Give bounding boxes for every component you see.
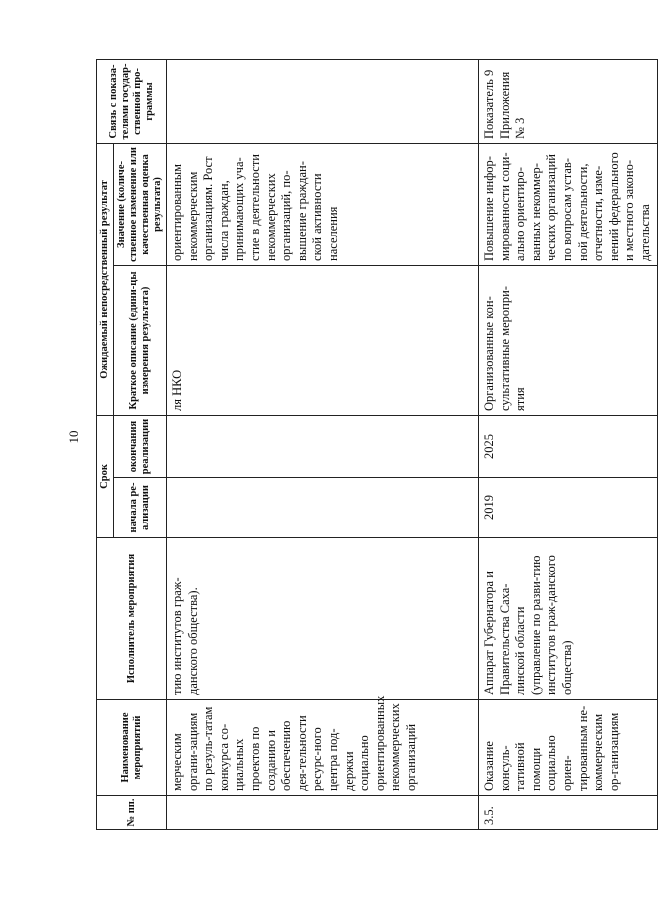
cell-result-value: ориентированным некоммерческим организациям. Рост числа граждан, принимающих уча-стие в деятельности некоммерческих организаций, по-вышение граждан-ской активности населения xyxy=(167,143,479,265)
header-executor: Исполнитель мероприятия xyxy=(97,538,167,700)
header-term-end: окончания реализации xyxy=(114,415,167,477)
header-term: Срок xyxy=(97,415,114,537)
header-row-1 xyxy=(97,59,114,829)
cell-result-short: ля НКО xyxy=(167,265,479,415)
cell-name: Оказание консуль-тативной помощи социально ориен-тированным не-коммерческим ор-ганизациям xyxy=(479,700,658,796)
cell-end xyxy=(167,415,479,477)
header-term-start: начала ре-ализации xyxy=(114,478,167,538)
cell-executor: тию институтов граж-данского общества). xyxy=(167,538,479,700)
cell-num xyxy=(167,796,479,830)
header-link: Связь с показа-телями государ-ственной про-граммы xyxy=(97,59,167,143)
header-result-value: Значение (количе-ственное изменение или качественная оценка результата) xyxy=(114,143,167,265)
cell-start: 2019 xyxy=(479,478,658,538)
header-num: № пп. xyxy=(97,796,167,830)
cell-start xyxy=(167,478,479,538)
header-result: Ожидаемый непосредственный результат xyxy=(97,143,114,415)
page-number: 10 xyxy=(66,430,81,444)
table-row xyxy=(167,59,479,829)
cell-result-short: Организованные кон-сультативные меропри-ятия xyxy=(479,265,658,415)
header-result-short: Краткое описание (едини-цы измерения результата) xyxy=(114,265,167,415)
table-row xyxy=(479,59,658,829)
cell-link xyxy=(167,59,479,143)
measures-table xyxy=(96,60,652,830)
header-name: Наименование мероприятий xyxy=(97,700,167,796)
cell-end: 2025 xyxy=(479,415,658,477)
cell-num: 3.5. xyxy=(479,796,658,830)
cell-link: Показатель 9 Приложения № 3 xyxy=(479,59,658,143)
cell-executor: Аппарат Губернатора и Правительства Саха-линской области (управление по разви-тию институтов граж-данского общества) xyxy=(479,538,658,700)
cell-name: мерческим органи-зациям по резуль-татам конкурса со-циальных проектов по созданию и обеспечению дея-тельности ресурс-ного центра под-держки социально ориентированных некоммерческих организаций xyxy=(167,700,479,796)
cell-result-value: Повышение инфор-мированности соци-ально ориентиро-ванных некоммер-ческих организаций по вопросам устав-ной деятельности, отчетности, изме-нений федерального и местного законо-дательства xyxy=(479,143,658,265)
